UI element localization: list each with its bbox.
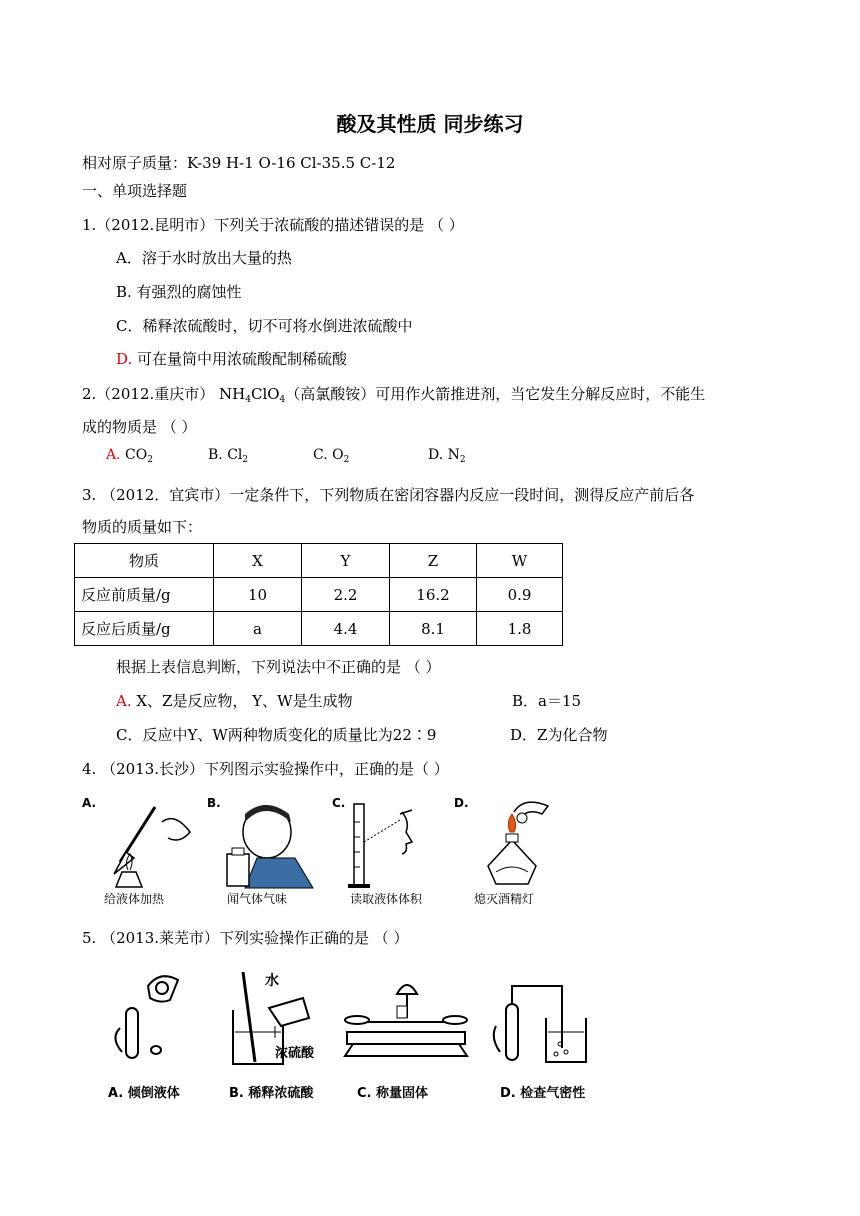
q2-option-a	[106, 447, 153, 465]
table-cell: 2.2	[302, 578, 390, 612]
section-heading: 一、单项选择题	[82, 182, 188, 200]
q4-stem: 4. （2013.长沙）下列图示实验操作中，正确的是（ ）	[82, 760, 449, 778]
table-cell: 10	[214, 578, 302, 612]
q3-option-a-text: X、Z是反应物， Y、W是生成物	[131, 692, 353, 710]
q3-stem-line2: 物质的质量如下：	[82, 518, 203, 536]
q1-option-a: A．溶于水时放出大量的热	[116, 249, 292, 267]
q1-option-d	[116, 348, 347, 369]
table-header-cell: X	[214, 544, 302, 578]
q2-suffix: （高氯酸铵）可用作火箭推进剂，当它发生分解反应时，不能生	[285, 385, 706, 403]
smelling-gas-illustration	[205, 792, 325, 892]
page-title: 酸及其性质 同步练习	[336, 112, 524, 136]
q2-option-c-text: C. O	[313, 447, 344, 463]
q2-option-b	[208, 447, 248, 465]
figure-caption: A. 倾倒液体	[108, 1086, 180, 1101]
q2-option-d-text: D. N	[428, 447, 460, 463]
figure-caption: 给液体加热	[104, 892, 165, 906]
table-cell: a	[214, 612, 302, 646]
q2-option-d	[428, 447, 466, 465]
pouring-liquid-illustration	[100, 966, 210, 1076]
q5-figure-b	[225, 966, 345, 1106]
table-cell: 1.8	[477, 612, 563, 646]
q1-option-d-letter: D.	[116, 350, 133, 368]
q4-figure-b	[205, 792, 325, 910]
q3-stem-line1: 3. （2012．宜宾市）一定条件下，下列物质在密闭容器内反应一段时间，测得反应产前后各	[82, 486, 695, 504]
figure-letter: C.	[332, 796, 346, 810]
table-cell: 0.9	[477, 578, 563, 612]
figure-caption: 读取液体体积	[350, 892, 423, 906]
q5-figure-a	[100, 966, 210, 1106]
q5-stem: 5. （2013.莱芜市）下列实验操作正确的是 （ ）	[82, 929, 409, 947]
table-cell: 8.1	[390, 612, 477, 646]
table-header-cell: 物质	[75, 544, 214, 578]
q1-option-d-text: 可在量筒中用浓硫酸配制稀硫酸	[132, 350, 348, 368]
figure-caption: 熄灭酒精灯	[474, 892, 535, 906]
q2-option-c	[313, 447, 349, 465]
q2-stem	[82, 383, 705, 405]
table-header-cell: Y	[302, 544, 390, 578]
q2-option-b-text: B. Cl	[208, 447, 243, 463]
water-label: 水	[265, 973, 279, 989]
q3-option-b: B．a＝15	[512, 692, 582, 710]
weighing-solid-illustration	[335, 966, 475, 1076]
q2-option-a-letter: A.	[106, 447, 121, 463]
figure-caption: D. 检查气密性	[500, 1086, 586, 1101]
q3-option-d: D．Z为化合物	[510, 726, 608, 744]
q2-sub: 4	[245, 395, 251, 405]
table-header-cell: W	[477, 544, 563, 578]
q5-figure-d	[490, 966, 600, 1106]
figure-letter: B.	[207, 796, 221, 810]
q2-option-a-sub: 2	[147, 455, 153, 465]
figure-caption: C. 称量固体	[357, 1086, 429, 1101]
q2-stem-line2: 成的物质是 （ ）	[82, 418, 197, 436]
figure-letter: D.	[454, 796, 469, 810]
q4-figure-c	[330, 792, 440, 910]
figure-caption: B. 稀释浓硫酸	[229, 1086, 314, 1101]
q5-figure-c	[335, 966, 475, 1106]
q2-prefix: 2.（2012.重庆市） NH	[82, 385, 246, 403]
airtightness-check-illustration	[490, 966, 600, 1076]
q2-sub: 4	[279, 395, 286, 405]
q3-option-c: C．反应中Y、W两种物质变化的质量比为22∶9	[116, 726, 437, 744]
q1-stem: 1.（2012.昆明市）下列关于浓硫酸的描述错误的是 （ ）	[82, 216, 464, 234]
figure-caption: 闻气体气味	[227, 892, 288, 906]
q3-option-a	[116, 690, 353, 711]
q2-option-a-text: CO	[120, 447, 148, 463]
table-cell: 16.2	[390, 578, 477, 612]
q2-option-b-sub: 2	[242, 455, 249, 465]
heating-liquid-illustration	[80, 792, 210, 892]
table-row	[75, 612, 563, 646]
reading-volume-illustration	[330, 792, 440, 892]
q2-mid: ClO	[250, 385, 280, 403]
table-cell: 反应后质量/g	[75, 612, 214, 646]
table-cell: 4.4	[302, 612, 390, 646]
acid-label: 浓硫酸	[275, 1046, 315, 1061]
q3-question: 根据上表信息判断，下列说法中不正确的是 （ ）	[116, 658, 441, 676]
table-row	[75, 578, 563, 612]
figure-letter: A.	[82, 796, 97, 810]
q3-option-a-letter: A.	[116, 692, 132, 710]
q1-option-c: C．稀释浓硫酸时，切不可将水倒进浓硫酸中	[116, 317, 413, 335]
atomic-mass-note: 相对原子质量：K-39 H-1 O-16 Cl-35.5 C-12	[82, 154, 396, 172]
q1-option-b: B. 有强烈的腐蚀性	[116, 283, 242, 301]
q4-figure-a	[80, 792, 210, 910]
q2-option-d-sub: 2	[459, 455, 466, 465]
extinguishing-lamp-illustration	[452, 792, 562, 892]
table-header-cell: Z	[390, 544, 477, 578]
table-cell: 反应前质量/g	[75, 578, 214, 612]
mass-table	[74, 543, 563, 646]
q2-option-c-sub: 2	[343, 455, 350, 465]
table-header-row	[75, 544, 563, 578]
q4-figure-d	[452, 792, 562, 910]
